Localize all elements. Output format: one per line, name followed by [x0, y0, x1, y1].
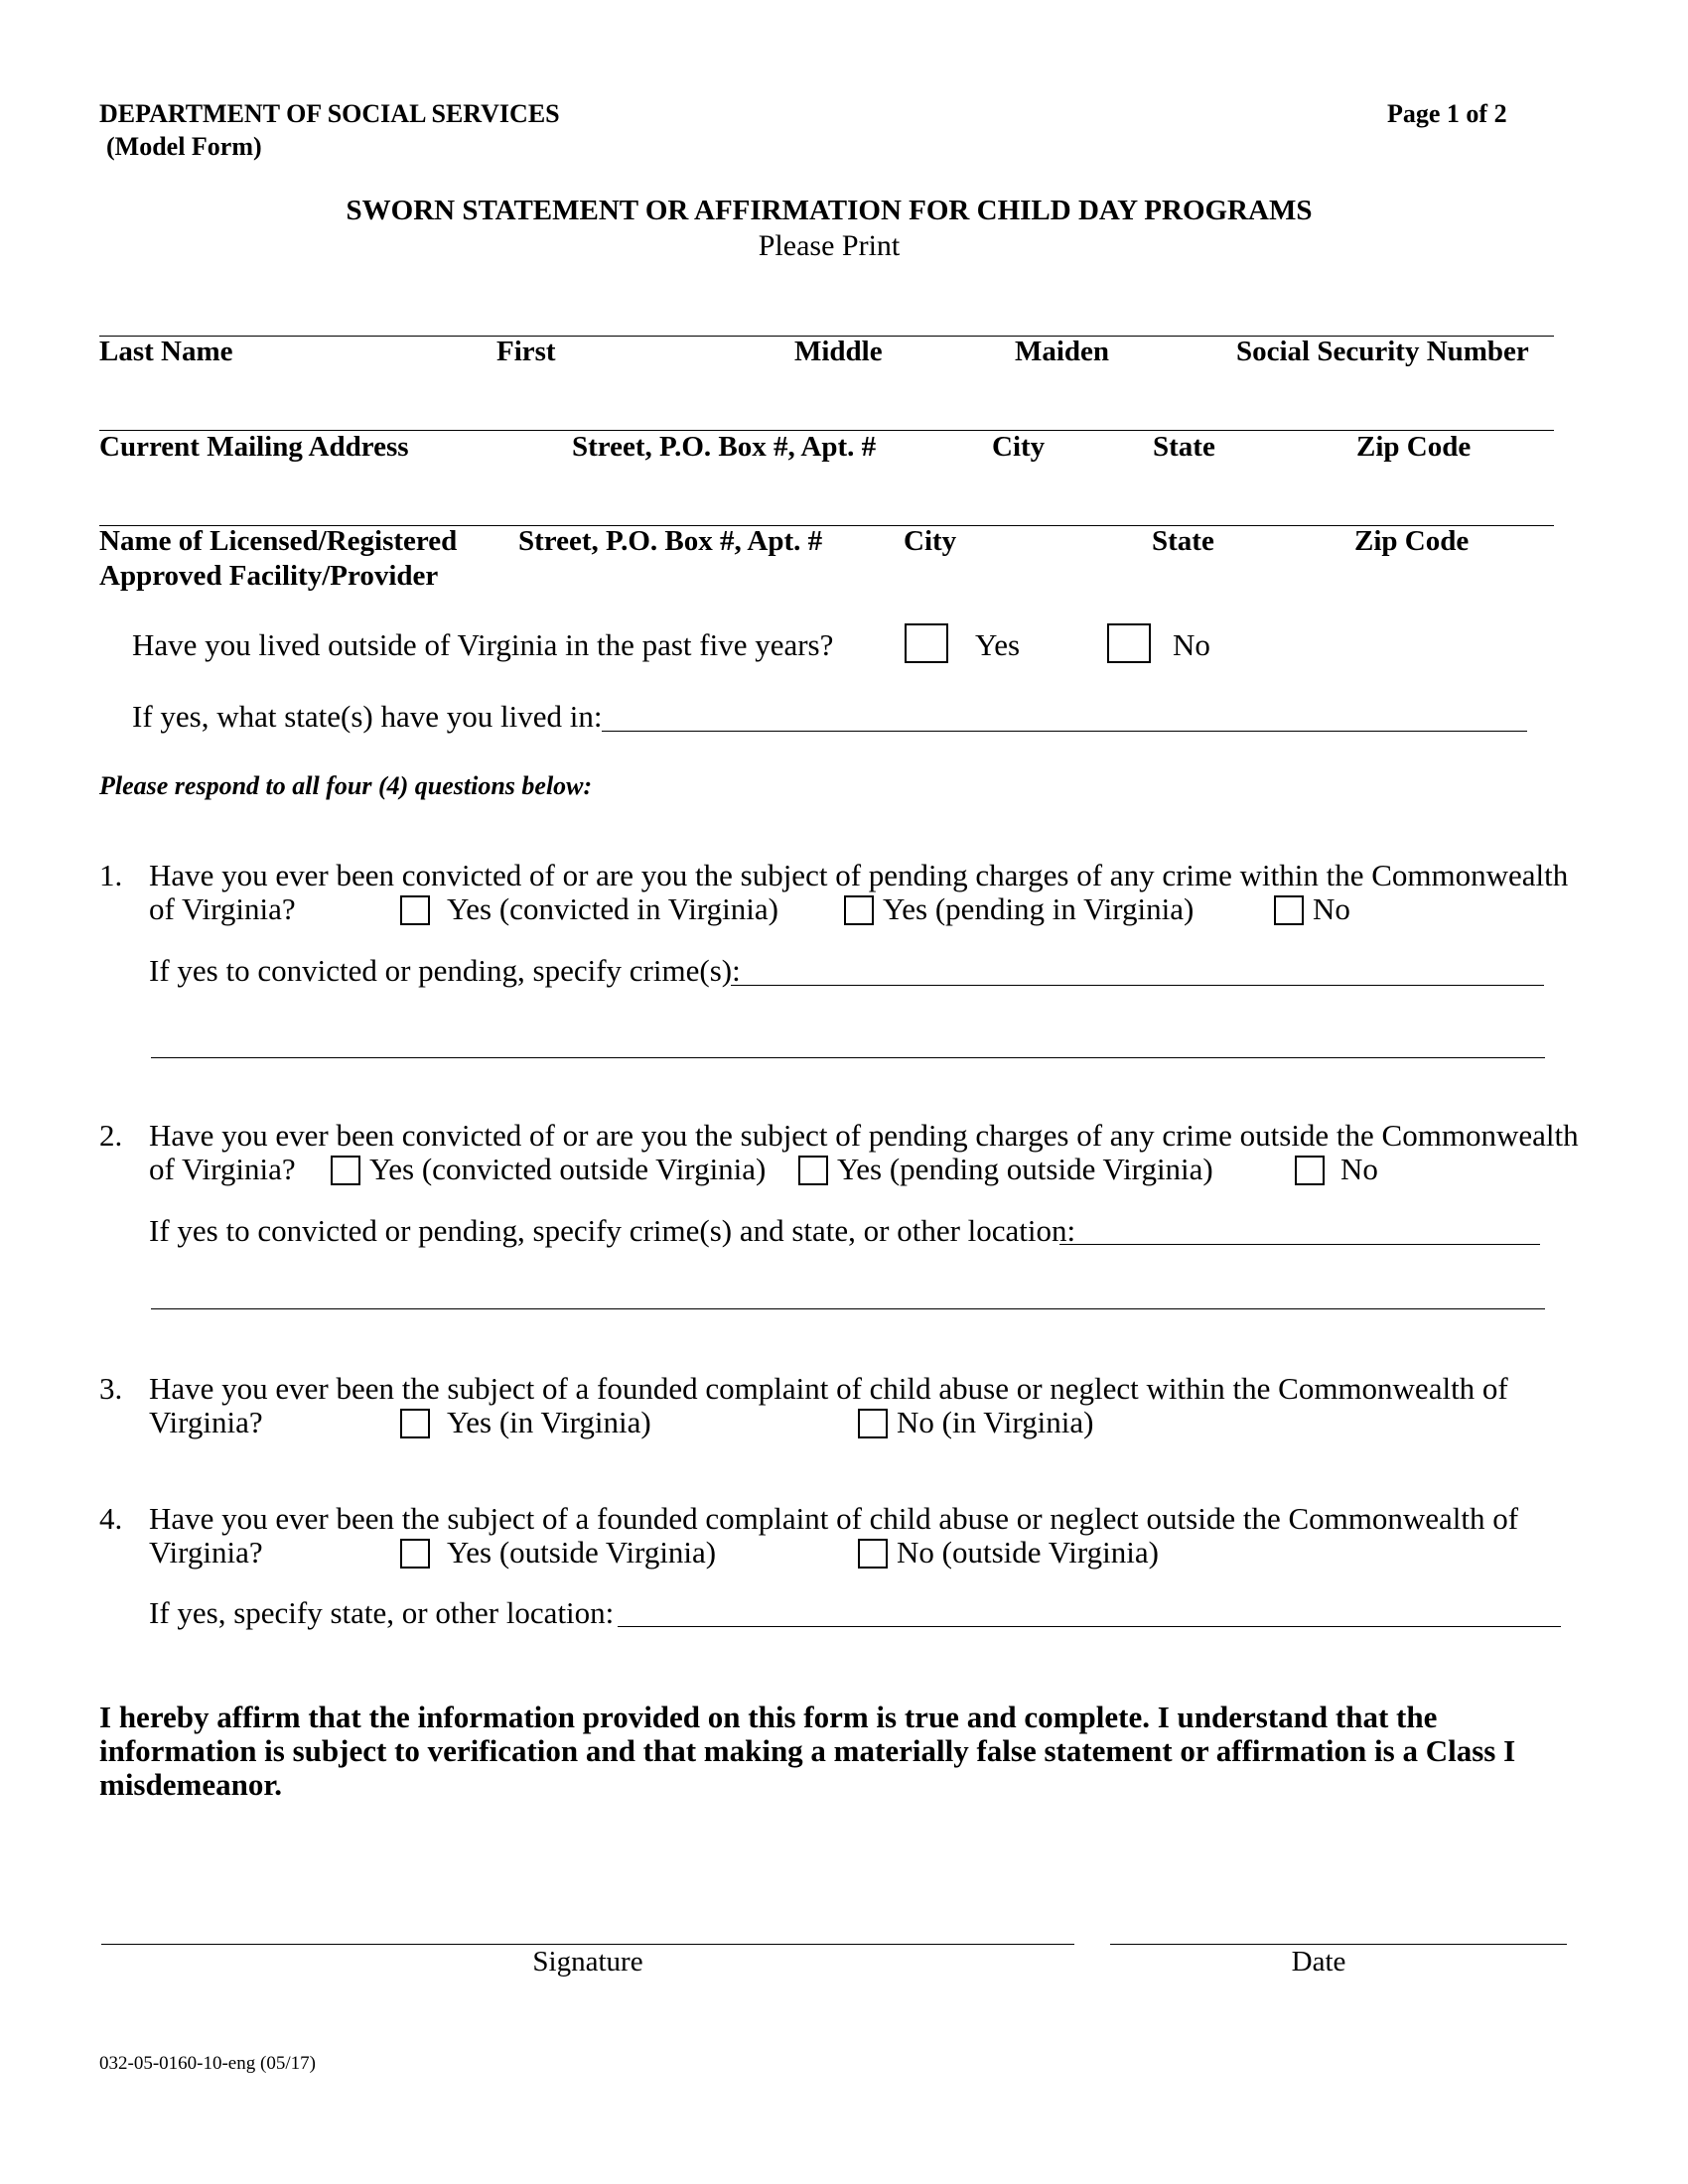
agency-name: DEPARTMENT OF SOCIAL SERVICES [99, 99, 560, 128]
q2-yes-pending-label: Yes (pending outside Virginia) [837, 1152, 1213, 1186]
q1-followup: If yes to convicted or pending, specify crime(s): [149, 953, 741, 988]
q3-text-line1: Have you ever been the subject of a founded complaint of child abuse or neglect within the Commonwealth of [149, 1371, 1508, 1406]
q2-yes-convicted-label: Yes (convicted outside Virginia) [369, 1152, 767, 1186]
model-form-note: (Model Form) [106, 132, 262, 161]
q3-text-line2: Virginia? [149, 1405, 263, 1439]
q3-yes-label: Yes (in Virginia) [447, 1405, 651, 1439]
q2-text-line1: Have you ever been convicted of or are you the subject of pending charges of any crime outside the Commonwealth [149, 1118, 1579, 1153]
q1-text-line1: Have you ever been convicted of or are you the subject of pending charges of any crime within the Commonwealth [149, 858, 1569, 892]
q1-yes-convicted-label: Yes (convicted in Virginia) [447, 891, 778, 926]
q4-number: 4. [99, 1501, 123, 1536]
affirmation-line3: misdemeanor. [99, 1767, 282, 1802]
q2-text-line2: of Virginia? [149, 1152, 296, 1186]
residency-question: Have you lived outside of Virginia in the past five years? [132, 627, 834, 662]
q4-text-line1: Have you ever been the subject of a founded complaint of child abuse or neglect outside the Commonwealth of [149, 1501, 1519, 1536]
q4-no-label: No (outside Virginia) [897, 1535, 1159, 1570]
affirmation-line2: information is subject to verification and that making a materially false statement or affirmation is a Class I [99, 1733, 1516, 1768]
residency-followup: If yes, what state(s) have you lived in: [132, 699, 603, 734]
maiden-name-label: Maiden [1015, 336, 1110, 367]
q1-yes-pending-checkbox[interactable] [844, 895, 874, 925]
q2-no-label: No [1340, 1152, 1378, 1186]
residency-states-field[interactable] [602, 731, 1527, 732]
residency-yes-checkbox[interactable] [905, 623, 948, 663]
q4-location-field[interactable] [618, 1626, 1561, 1627]
q4-text-line2: Virginia? [149, 1535, 263, 1570]
last-name-label: Last Name [99, 336, 233, 367]
ssn-label: Social Security Number [1236, 336, 1529, 367]
q4-yes-label: Yes (outside Virginia) [447, 1535, 717, 1570]
q1-no-label: No [1313, 891, 1350, 926]
q3-number: 3. [99, 1371, 123, 1406]
facility-street-label: Street, P.O. Box #, Apt. # [518, 525, 823, 557]
q3-no-label: No (in Virginia) [897, 1405, 1094, 1439]
mailing-address-label: Current Mailing Address [99, 431, 409, 463]
q2-number: 2. [99, 1118, 123, 1153]
facility-zip-label: Zip Code [1354, 525, 1470, 557]
q1-no-checkbox[interactable] [1274, 895, 1304, 925]
form-subtitle: Please Print [758, 229, 901, 262]
address-city-label: City [992, 431, 1046, 463]
q1-crime-field-continued[interactable] [151, 1057, 1545, 1058]
q4-no-checkbox[interactable] [858, 1539, 888, 1569]
first-name-label: First [496, 336, 556, 367]
q1-crime-field[interactable] [731, 985, 1544, 986]
affirmation-line1: I hereby affirm that the information provided on this form is true and complete. I understand that the [99, 1700, 1438, 1734]
middle-name-label: Middle [794, 336, 883, 367]
form-number: 032-05-0160-10-eng (05/17) [99, 2053, 316, 2074]
form-title: SWORN STATEMENT OR AFFIRMATION FOR CHILD DAY PROGRAMS [346, 195, 1313, 226]
q2-crime-field-continued[interactable] [151, 1308, 1545, 1309]
address-zip-label: Zip Code [1356, 431, 1472, 463]
q1-yes-convicted-checkbox[interactable] [400, 895, 430, 925]
q1-number: 1. [99, 858, 123, 892]
facility-state-label: State [1152, 525, 1214, 557]
q3-yes-checkbox[interactable] [400, 1409, 430, 1438]
q4-followup: If yes, specify state, or other location: [149, 1595, 615, 1630]
q2-no-checkbox[interactable] [1295, 1156, 1325, 1185]
q1-text-line2: of Virginia? [149, 891, 296, 926]
signature-label: Signature [532, 1946, 643, 1978]
q2-yes-convicted-checkbox[interactable] [331, 1156, 360, 1185]
q4-yes-checkbox[interactable] [400, 1539, 430, 1569]
facility-label-line2: Approved Facility/Provider [99, 560, 439, 592]
q2-yes-pending-checkbox[interactable] [798, 1156, 828, 1185]
facility-label-line1: Name of Licensed/Registered [99, 525, 458, 557]
address-street-label: Street, P.O. Box #, Apt. # [572, 431, 877, 463]
q2-followup: If yes to convicted or pending, specify crime(s) and state, or other location: [149, 1213, 1076, 1248]
residency-no-label: No [1173, 627, 1210, 662]
signature-field[interactable] [101, 1944, 1074, 1945]
residency-no-checkbox[interactable] [1107, 623, 1151, 663]
page-number: Page 1 of 2 [1387, 99, 1507, 128]
date-label: Date [1291, 1946, 1346, 1978]
residency-yes-label: Yes [975, 627, 1021, 662]
q2-crime-field[interactable] [1059, 1244, 1540, 1245]
facility-city-label: City [904, 525, 957, 557]
q3-no-checkbox[interactable] [858, 1409, 888, 1438]
address-state-label: State [1153, 431, 1215, 463]
instruction-text: Please respond to all four (4) questions below: [99, 771, 593, 800]
date-field[interactable] [1110, 1944, 1567, 1945]
q1-yes-pending-label: Yes (pending in Virginia) [883, 891, 1195, 926]
